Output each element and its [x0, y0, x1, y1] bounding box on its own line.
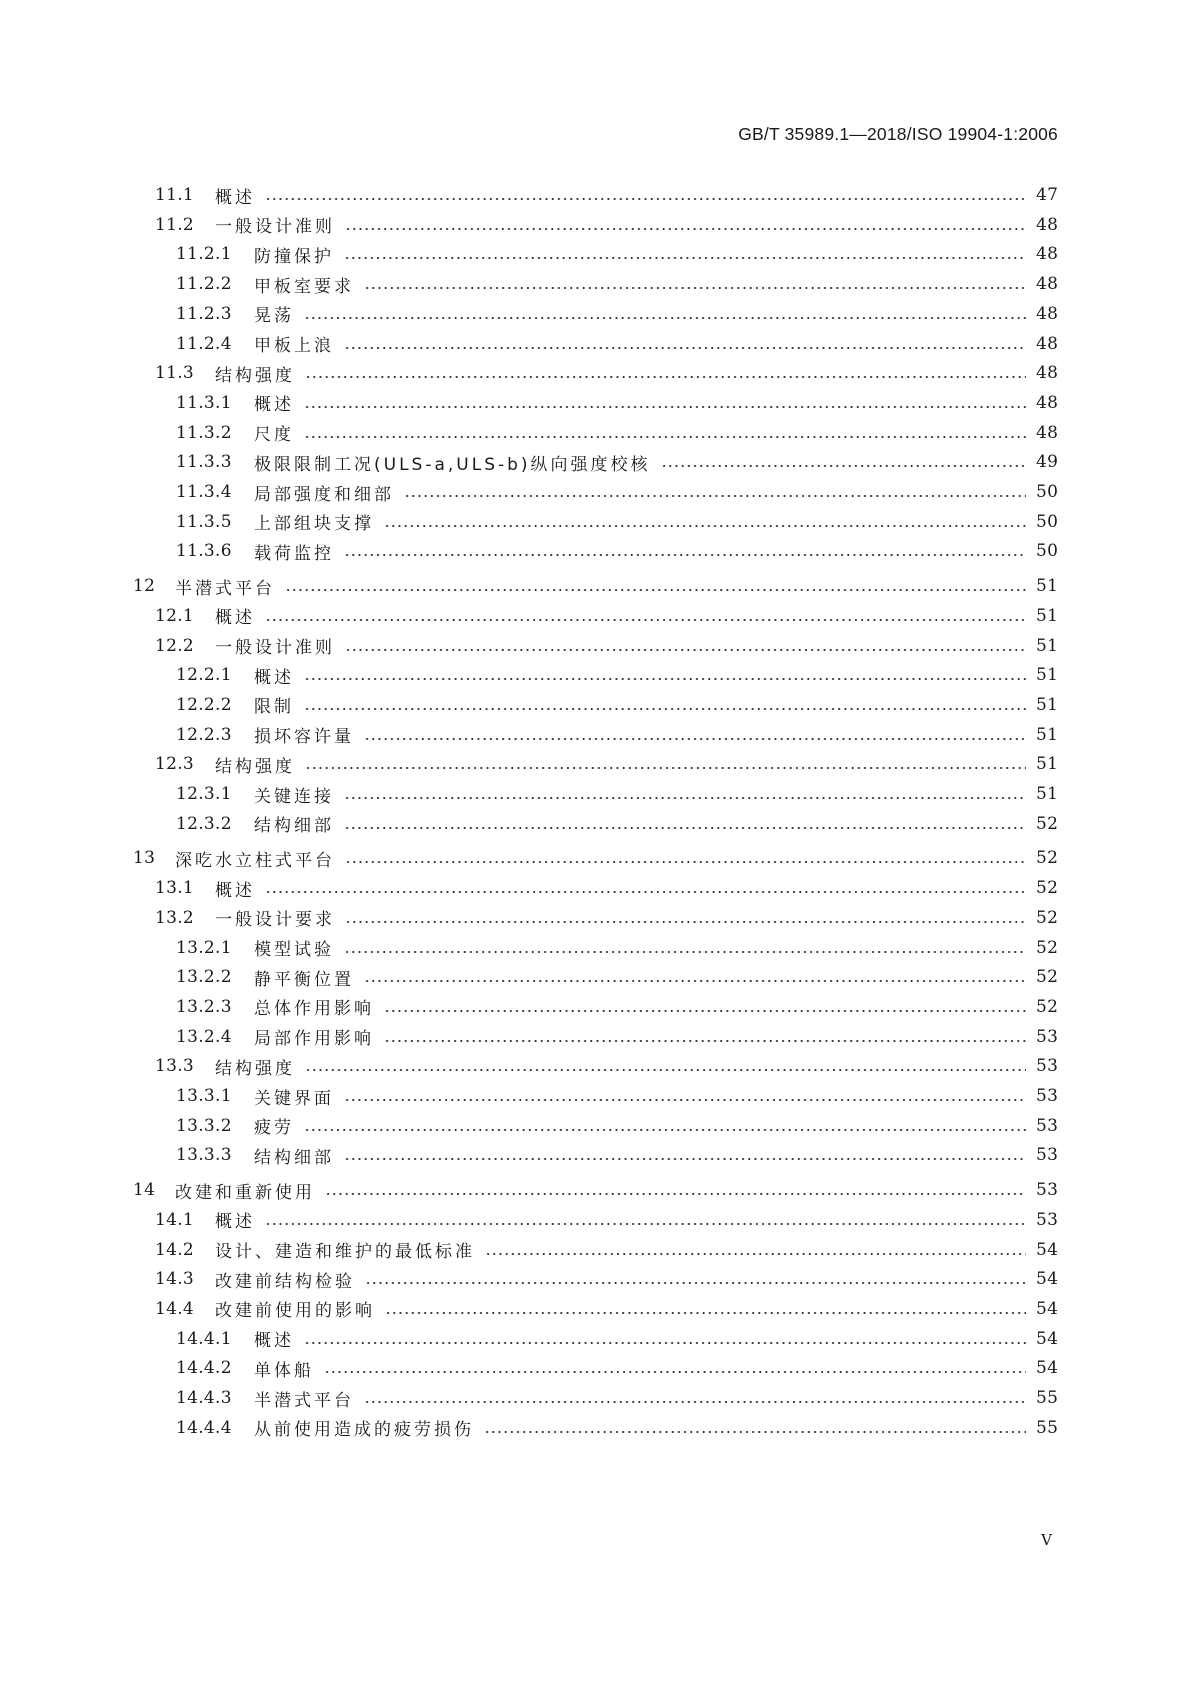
- toc-entry-number: 11.2.2: [176, 274, 232, 295]
- dot-leader: [384, 1040, 1026, 1042]
- toc-entry-number: 11.2: [155, 214, 195, 235]
- toc-entry[interactable]: [0, 1265, 1191, 1293]
- dot-leader: [364, 738, 1026, 740]
- toc-entry[interactable]: [0, 1141, 1191, 1169]
- toc-entry[interactable]: [0, 934, 1191, 962]
- toc-entry-page: 51: [1036, 754, 1059, 775]
- toc-entry[interactable]: [0, 1052, 1191, 1080]
- toc-entry-number: 12.3.2: [176, 813, 232, 834]
- dot-leader: [345, 861, 1026, 863]
- toc-entry-title: 关键界面: [254, 1088, 334, 1109]
- toc-entry-title: 结构细部: [254, 816, 334, 837]
- toc-entry-page: 49: [1036, 452, 1059, 473]
- toc-entry-line: [176, 721, 1058, 749]
- toc-entry-title: 模型试验: [254, 940, 334, 960]
- dot-leader: [265, 1223, 1026, 1225]
- toc-entry-number: 11.3.5: [176, 511, 232, 532]
- toc-entry-title: 结构强度: [215, 1058, 295, 1079]
- toc-entry[interactable]: [0, 844, 1191, 872]
- toc-entry-number: 13.2: [155, 907, 195, 928]
- toc-entry-number: 14.2: [155, 1239, 195, 1260]
- toc-entry-number: 12.2.3: [176, 724, 232, 745]
- toc-entry-line: [155, 181, 1058, 209]
- toc-entry[interactable]: [0, 419, 1191, 447]
- toc-entry-page: 48: [1036, 392, 1059, 413]
- toc-entry-page: 47: [1036, 185, 1059, 205]
- toc-entry-line: [176, 963, 1058, 991]
- dot-leader: [304, 436, 1026, 438]
- toc-entry[interactable]: [0, 691, 1191, 719]
- toc-entry-line: [155, 904, 1058, 932]
- toc-entry-line: [133, 572, 1058, 600]
- toc-entry[interactable]: [0, 448, 1191, 476]
- toc-entry[interactable]: [0, 1325, 1191, 1353]
- dot-leader: [265, 619, 1026, 621]
- toc-entry-title: 深吃水立柱式平台: [175, 850, 335, 871]
- toc-entry-number: 11.3: [155, 363, 195, 384]
- toc-entry[interactable]: [0, 632, 1191, 660]
- toc-entry-title: 半潜式平台: [254, 1390, 354, 1411]
- dot-leader: [364, 980, 1026, 982]
- toc-entry-title: 关键连接: [254, 786, 334, 807]
- toc-entry-page: 48: [1036, 422, 1059, 443]
- dot-leader: [344, 554, 1026, 556]
- dot-leader: [404, 495, 1026, 497]
- toc-entry[interactable]: [0, 478, 1191, 506]
- toc-entry-number: 11.2.3: [176, 303, 232, 324]
- toc-entry-title: 单体船: [254, 1360, 314, 1381]
- toc-entry-title: 改建前结构检验: [215, 1271, 355, 1292]
- toc-entry-line: [155, 211, 1058, 239]
- dot-leader: [345, 921, 1026, 923]
- toc-entry-page: 54: [1036, 1358, 1059, 1379]
- toc-entry-title: 尺度: [254, 425, 294, 446]
- toc-entry[interactable]: [0, 963, 1191, 991]
- toc-entry-title: 概述: [254, 1331, 294, 1352]
- toc-entry-page: 48: [1036, 363, 1059, 384]
- toc-entry-title: 从前使用造成的疲劳损伤: [254, 1420, 474, 1441]
- toc-entry-number: 14.4.4: [176, 1417, 232, 1438]
- toc-entry-page: 48: [1036, 214, 1059, 235]
- dot-leader: [364, 287, 1026, 289]
- toc-entry-title: 设计、建造和维护的最低标准: [215, 1242, 475, 1262]
- toc-entry-title: 概述: [215, 880, 255, 901]
- toc-entry-title: 总体作用影响: [254, 999, 374, 1020]
- toc-entry-line: [176, 270, 1058, 298]
- toc-entry-title: 一般设计准则: [215, 217, 335, 238]
- dot-leader: [304, 406, 1026, 408]
- toc-entry-line: [176, 691, 1058, 719]
- toc-entry-title: 晃荡: [254, 306, 294, 327]
- toc-entry-line: [176, 240, 1058, 268]
- toc-entry-number: 13.2.2: [176, 967, 232, 988]
- dot-leader: [364, 1401, 1026, 1403]
- toc-entry[interactable]: [0, 330, 1191, 358]
- dot-leader: [325, 1193, 1026, 1195]
- toc-entry-title: 半潜式平台: [175, 578, 275, 599]
- toc-entry-line: [176, 1082, 1058, 1110]
- toc-entry-number: 13.2.4: [176, 1026, 232, 1047]
- dot-leader: [265, 891, 1026, 893]
- toc-entry-title: 局部强度和细部: [254, 484, 394, 505]
- toc-entry[interactable]: [0, 721, 1191, 749]
- toc-entry-number: 13.3.2: [176, 1115, 232, 1136]
- dot-leader: [304, 317, 1026, 319]
- toc-entry-title: 甲板室要求: [254, 276, 354, 297]
- toc-entry-number: 13.3: [155, 1056, 195, 1077]
- toc-entry-number: 12: [133, 576, 156, 597]
- toc-entry-page: 52: [1036, 996, 1059, 1017]
- dot-leader: [344, 1099, 1026, 1101]
- toc-entry-number: 11.3.4: [176, 482, 232, 502]
- toc-entry[interactable]: [0, 240, 1191, 268]
- toc-entry[interactable]: [0, 1236, 1191, 1264]
- toc-entry-number: 12.2.1: [176, 665, 232, 686]
- toc-entry-page: 51: [1036, 635, 1059, 656]
- toc-entry-page: 51: [1036, 605, 1059, 626]
- toc-entry-page: 53: [1036, 1086, 1059, 1106]
- toc-entry-line: [176, 537, 1058, 565]
- toc-entry-title: 疲劳: [254, 1118, 294, 1139]
- toc-entry-number: 14.4.2: [176, 1358, 232, 1379]
- dot-leader: [344, 797, 1026, 799]
- toc-entry[interactable]: [0, 389, 1191, 417]
- toc-entry-page: 51: [1036, 576, 1059, 597]
- toc-entry-page: 51: [1036, 665, 1059, 686]
- toc-entry-number: 14: [133, 1180, 156, 1201]
- toc-entry-line: [155, 750, 1058, 778]
- toc-entry[interactable]: [0, 1354, 1191, 1382]
- toc-entry-title: 防撞保护: [254, 246, 334, 267]
- dot-leader: [384, 525, 1026, 527]
- toc-entry-title: 改建和重新使用: [175, 1182, 315, 1203]
- toc-entry-number: 11.3.2: [176, 422, 232, 443]
- toc-entry-title: 局部作用影响: [254, 1029, 374, 1050]
- toc-entry-title: 一般设计准则: [215, 638, 335, 658]
- toc-entry-page: 52: [1036, 967, 1059, 988]
- toc-entry-line: [133, 844, 1058, 872]
- dot-leader: [344, 951, 1026, 953]
- toc-entry-line: [155, 359, 1058, 387]
- dot-leader: [304, 1342, 1026, 1344]
- toc-entry-line: [155, 1052, 1058, 1080]
- dot-leader: [484, 1431, 1026, 1433]
- toc-entry-line: [176, 1023, 1058, 1051]
- toc-entry-page: 51: [1036, 694, 1059, 715]
- dot-leader: [344, 257, 1026, 259]
- toc-entry[interactable]: [0, 810, 1191, 838]
- toc-entry[interactable]: [0, 1414, 1191, 1442]
- toc-entry-page: 48: [1036, 244, 1059, 265]
- dot-leader: [485, 1253, 1026, 1255]
- toc-entry-number: 12.1: [155, 605, 195, 626]
- toc-entry[interactable]: [0, 300, 1191, 328]
- toc-entry[interactable]: [0, 1206, 1191, 1234]
- dot-leader: [305, 1069, 1026, 1071]
- toc-entry-line: [176, 1384, 1058, 1412]
- toc-entry-page: 55: [1036, 1417, 1059, 1438]
- toc-entry[interactable]: [0, 602, 1191, 630]
- toc-entry-line: [176, 661, 1058, 689]
- toc-entry-number: 12.3: [155, 754, 195, 775]
- toc-entry-page: 52: [1036, 848, 1059, 869]
- toc-entry-page: 51: [1036, 724, 1059, 745]
- toc-entry-number: 14.1: [155, 1209, 195, 1230]
- toc-entry-number: 11.3.1: [176, 392, 232, 413]
- dot-leader: [265, 198, 1026, 200]
- toc-entry-number: 13.3.3: [176, 1145, 232, 1166]
- toc-entry-title: 损坏容许量: [254, 727, 354, 748]
- toc-entry-line: [176, 1112, 1058, 1140]
- toc-entry-line: [176, 993, 1058, 1021]
- toc-entry-line: [176, 934, 1058, 962]
- toc-entry-page: 54: [1036, 1269, 1059, 1290]
- toc-entry-line: [155, 632, 1058, 660]
- dot-leader: [365, 1282, 1026, 1284]
- standard-header: GB/T 35989.1—2018/ISO 19904-1:2006: [738, 124, 1058, 144]
- toc-entry-page: 51: [1036, 784, 1059, 804]
- toc-entry[interactable]: [0, 1082, 1191, 1110]
- toc-entry-number: 13.2.3: [176, 996, 232, 1017]
- toc-entry-line: [155, 1265, 1058, 1293]
- toc-entry-title: 限制: [254, 697, 294, 718]
- toc-entry[interactable]: [0, 993, 1191, 1021]
- dot-leader: [344, 827, 1026, 829]
- toc-entry-page: 54: [1036, 1239, 1059, 1260]
- toc-entry-line: [176, 810, 1058, 838]
- toc-entry[interactable]: [0, 661, 1191, 689]
- toc-entry-line: [155, 1236, 1058, 1264]
- dot-leader: [304, 708, 1026, 710]
- toc-entry-line: [155, 874, 1058, 902]
- toc-entry[interactable]: [0, 1384, 1191, 1412]
- dot-leader: [384, 1010, 1026, 1012]
- dot-leader: [304, 678, 1026, 680]
- toc-entry[interactable]: [0, 780, 1191, 808]
- toc-entry-number: 13.2.1: [176, 937, 232, 958]
- toc-entry-line: [176, 1414, 1058, 1442]
- toc-entry-page: 52: [1036, 813, 1059, 834]
- toc-entry-number: 12.2.2: [176, 694, 232, 715]
- toc-entry-line: [155, 1295, 1058, 1323]
- toc-entry-page: 54: [1036, 1298, 1059, 1319]
- toc-entry-number: 11.3.3: [176, 452, 232, 473]
- toc-entry-number: 13.3.1: [176, 1086, 232, 1106]
- toc-entry-line: [176, 1141, 1058, 1169]
- toc-entry-title: 载荷监控: [254, 543, 334, 564]
- toc-entry-page: 55: [1036, 1388, 1059, 1408]
- toc-entry-title: 甲板上浪: [254, 336, 334, 356]
- toc-entry-page: 48: [1036, 303, 1059, 324]
- toc-entry-page: 48: [1036, 274, 1059, 295]
- toc-entry-page: 52: [1036, 937, 1059, 958]
- toc-entry[interactable]: [0, 750, 1191, 778]
- toc-entry[interactable]: [0, 1295, 1191, 1323]
- toc-entry-page: 53: [1036, 1209, 1059, 1230]
- toc-entry-page: 53: [1036, 1056, 1059, 1077]
- toc-entry-page: 53: [1036, 1145, 1059, 1166]
- toc-entry-number: 14.4.1: [176, 1328, 232, 1349]
- toc-entry-line: [155, 602, 1058, 630]
- toc-entry-title: 概述: [215, 187, 255, 208]
- dot-leader: [385, 1312, 1026, 1314]
- toc-entry-title: 结构强度: [215, 756, 295, 777]
- toc-entry-title: 极限限制工况(ULS-a,ULS-b)纵向强度校核: [254, 454, 651, 475]
- page-number: V: [1041, 1531, 1052, 1549]
- toc-entry-number: 14.3: [155, 1269, 195, 1290]
- toc-entry-line: [176, 448, 1058, 476]
- toc-entry-line: [176, 300, 1058, 328]
- toc-entry-line: [176, 330, 1058, 358]
- toc-entry-number: 12.3.1: [176, 784, 232, 804]
- toc-entry-title: 概述: [254, 395, 294, 416]
- toc-entry-number: 11.3.6: [176, 541, 232, 562]
- toc-entry-line: [176, 389, 1058, 417]
- toc-entry[interactable]: [0, 181, 1191, 209]
- toc-entry-line: [176, 1354, 1058, 1382]
- toc-entry-page: 50: [1036, 482, 1059, 502]
- toc-entry[interactable]: [0, 904, 1191, 932]
- toc-entry-title: 结构细部: [254, 1147, 334, 1168]
- toc-entry-page: 53: [1036, 1115, 1059, 1136]
- dot-leader: [345, 228, 1026, 230]
- toc-entry-page: 52: [1036, 907, 1059, 928]
- toc-entry-line: [176, 508, 1058, 536]
- toc-entry-page: 52: [1036, 878, 1059, 899]
- toc-entry-number: 14.4: [155, 1298, 195, 1319]
- toc-entry-number: 13.1: [155, 878, 195, 899]
- toc-entry-title: 上部组块支撑: [254, 514, 374, 535]
- toc-entry-title: 概述: [215, 608, 255, 629]
- toc-entry-number: 11.1: [155, 185, 195, 205]
- toc-entry[interactable]: [0, 1112, 1191, 1140]
- toc-entry-title: 一般设计要求: [215, 910, 335, 931]
- dot-leader: [344, 1158, 1026, 1160]
- dot-leader: [304, 1129, 1026, 1131]
- toc-entry-title: 概述: [254, 667, 294, 688]
- toc-entry-title: 静平衡位置: [254, 969, 354, 990]
- toc-entry[interactable]: [0, 270, 1191, 298]
- toc-entry[interactable]: [0, 1176, 1191, 1204]
- dot-leader: [305, 376, 1026, 378]
- toc-entry-title: 概述: [215, 1212, 255, 1233]
- toc-entry-number: 14.4.3: [176, 1388, 232, 1408]
- toc-entry-title: 结构强度: [215, 365, 295, 386]
- toc-entry-line: [176, 419, 1058, 447]
- toc-entry-line: [176, 478, 1058, 506]
- toc-entry-page: 54: [1036, 1328, 1059, 1349]
- toc-entry[interactable]: [0, 874, 1191, 902]
- dot-leader: [305, 767, 1026, 769]
- toc-entry-number: 11.2.4: [176, 333, 232, 354]
- toc-entry-number: 12.2: [155, 635, 195, 656]
- toc-entry-page: 50: [1036, 541, 1059, 562]
- toc-entry[interactable]: [0, 508, 1191, 536]
- dot-leader: [344, 347, 1026, 349]
- toc-entry-page: 50: [1036, 511, 1059, 532]
- dot-leader: [324, 1371, 1026, 1373]
- toc-entry-line: [176, 780, 1058, 808]
- toc-entry[interactable]: [0, 537, 1191, 565]
- dot-leader: [345, 649, 1026, 651]
- toc-entry[interactable]: [0, 359, 1191, 387]
- toc-entry[interactable]: [0, 572, 1191, 600]
- toc-entry-page: 48: [1036, 333, 1059, 354]
- dot-leader: [661, 465, 1026, 467]
- toc-entry-title: 改建前使用的影响: [215, 1301, 375, 1322]
- toc-entry-page: 53: [1036, 1026, 1059, 1047]
- toc-entry-line: [176, 1325, 1058, 1353]
- toc-entry-page: 53: [1036, 1180, 1059, 1201]
- toc-entry-number: 11.2.1: [176, 244, 232, 265]
- toc-entry-line: [133, 1176, 1058, 1204]
- toc-entry-number: 13: [133, 848, 156, 869]
- toc-entry[interactable]: [0, 211, 1191, 239]
- toc-entry-line: [155, 1206, 1058, 1234]
- toc-entry[interactable]: [0, 1023, 1191, 1051]
- dot-leader: [285, 589, 1026, 591]
